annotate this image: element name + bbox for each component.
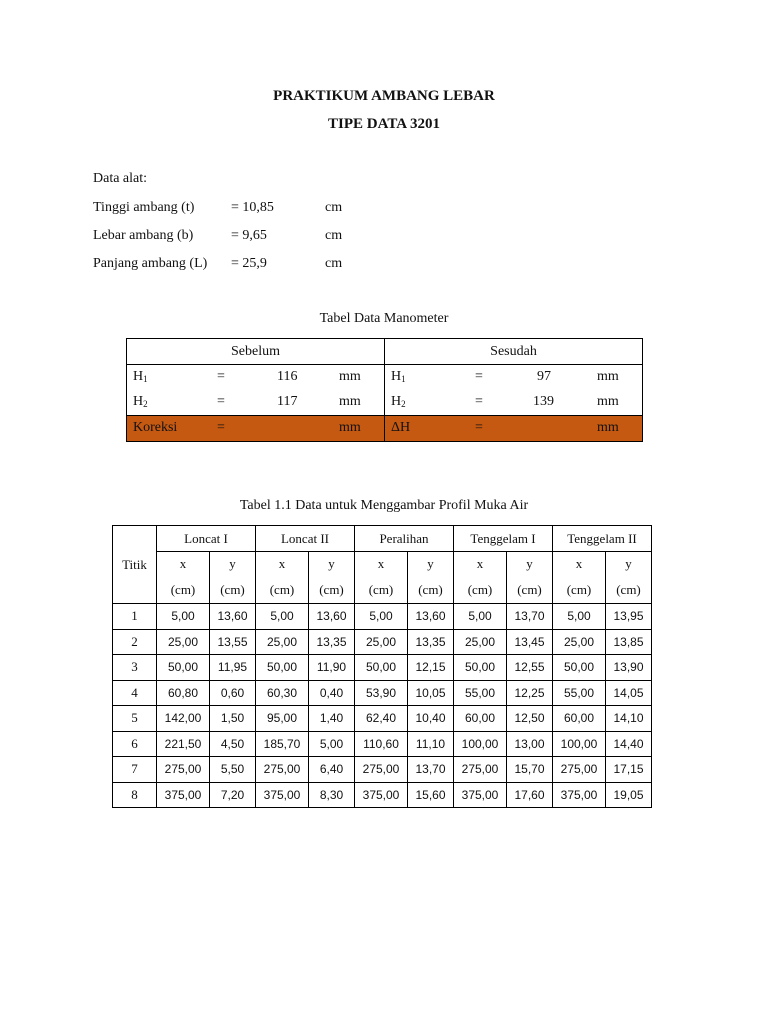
unit-header: (cm) (309, 576, 355, 604)
y-value-cell: 1,50 (210, 706, 256, 732)
x-header: x (256, 552, 309, 577)
x-value-cell: 25,00 (454, 629, 507, 655)
profile-caption: Tabel 1.1 Data untuk Menggambar Profil Muka Air (239, 498, 529, 513)
unit-header: (cm) (408, 576, 454, 604)
unit-header: (cm) (507, 576, 553, 604)
y-value-cell: 13,95 (606, 604, 652, 630)
after-h2-cell (385, 390, 643, 416)
y-header: y (309, 552, 355, 577)
page-subtitle: TIPE DATA 3201 (328, 116, 440, 132)
titik-cell: 2 (113, 629, 157, 655)
titik-cell: 5 (113, 706, 157, 732)
x-header: x (157, 552, 210, 577)
table-row (113, 604, 652, 630)
data-alat-label: Panjang ambang (L) (93, 256, 208, 271)
x-value-cell: 100,00 (454, 731, 507, 757)
titik-header: Titik (113, 526, 157, 604)
x-value-cell: 95,00 (256, 706, 309, 732)
before-h2-eq: = (217, 394, 225, 409)
group-header: Tenggelam II (553, 526, 652, 552)
after-h1-cell (385, 365, 643, 391)
y-value-cell: 13,60 (408, 604, 454, 630)
unit-header: (cm) (553, 576, 606, 604)
y-value-cell: 13,70 (408, 757, 454, 783)
x-value-cell: 5,00 (454, 604, 507, 630)
table-row (113, 655, 652, 681)
before-h1-cell (127, 365, 385, 391)
koreksi-unit: mm (339, 420, 361, 435)
x-value-cell: 50,00 (553, 655, 606, 681)
x-value-cell: 375,00 (157, 782, 210, 808)
y-value-cell: 12,25 (507, 680, 553, 706)
page-title: PRAKTIKUM AMBANG LEBAR (273, 88, 495, 104)
y-value-cell: 13,55 (210, 629, 256, 655)
unit-header: (cm) (454, 576, 507, 604)
y-value-cell: 10,40 (408, 706, 454, 732)
x-value-cell: 25,00 (256, 629, 309, 655)
y-value-cell: 12,55 (507, 655, 553, 681)
y-value-cell: 14,10 (606, 706, 652, 732)
y-value-cell: 8,30 (309, 782, 355, 808)
titik-cell: 8 (113, 782, 157, 808)
x-value-cell: 60,00 (553, 706, 606, 732)
after-h1-label: $H_1$ (391, 369, 406, 384)
x-value-cell: 275,00 (157, 757, 210, 783)
x-value-cell: 275,00 (553, 757, 606, 783)
profile-table-body (113, 604, 652, 808)
y-value-cell: 17,60 (507, 782, 553, 808)
y-value-cell: 13,00 (507, 731, 553, 757)
y-value-cell: 13,90 (606, 655, 652, 681)
after-header: Sesudah (385, 339, 643, 365)
x-value-cell: 62,40 (355, 706, 408, 732)
profile-xy-header-row (113, 552, 652, 577)
y-value-cell: 13,35 (309, 629, 355, 655)
data-alat-unit: cm (325, 256, 343, 271)
x-value-cell: 275,00 (355, 757, 408, 783)
manometer-row-highlight (127, 416, 643, 442)
before-h2-label: $H_2$ (133, 394, 148, 409)
table-row (113, 757, 652, 783)
x-value-cell: 50,00 (157, 655, 210, 681)
y-value-cell: 4,50 (210, 731, 256, 757)
x-value-cell: 5,00 (256, 604, 309, 630)
y-value-cell: 13,60 (309, 604, 355, 630)
before-h2-value: 117 (277, 394, 298, 409)
y-header: y (606, 552, 652, 577)
table-row (113, 629, 652, 655)
data-alat-label: Lebar ambang (b) (93, 228, 194, 243)
y-value-cell: 12,50 (507, 706, 553, 732)
data-alat-value: = 10,85 (231, 200, 274, 215)
profile-table (112, 525, 652, 808)
x-value-cell: 60,30 (256, 680, 309, 706)
titik-cell: 1 (113, 604, 157, 630)
koreksi-label: Koreksi (133, 420, 178, 435)
x-value-cell: 50,00 (454, 655, 507, 681)
x-value-cell: 142,00 (157, 706, 210, 732)
manometer-header-row (127, 339, 643, 365)
x-header: x (355, 552, 408, 577)
y-value-cell: 10,05 (408, 680, 454, 706)
x-value-cell: 375,00 (355, 782, 408, 808)
x-value-cell: 5,00 (157, 604, 210, 630)
x-value-cell: 185,70 (256, 731, 309, 757)
before-header: Sebelum (127, 339, 385, 365)
x-value-cell: 50,00 (355, 655, 408, 681)
unit-header: (cm) (355, 576, 408, 604)
table-row (113, 731, 652, 757)
before-h1-value: 116 (277, 369, 298, 384)
x-value-cell: 375,00 (256, 782, 309, 808)
unit-header: (cm) (606, 576, 652, 604)
x-value-cell: 60,80 (157, 680, 210, 706)
x-value-cell: 25,00 (157, 629, 210, 655)
y-value-cell: 14,05 (606, 680, 652, 706)
y-value-cell: 11,95 (210, 655, 256, 681)
x-value-cell: 110,60 (355, 731, 408, 757)
table-row (113, 706, 652, 732)
y-value-cell: 13,60 (210, 604, 256, 630)
delta-h-eq: = (475, 420, 483, 435)
x-value-cell: 53,90 (355, 680, 408, 706)
y-value-cell: 7,20 (210, 782, 256, 808)
table-row (113, 680, 652, 706)
before-h1-label: $H_1$ (133, 369, 148, 384)
before-h1-eq: = (217, 369, 225, 384)
x-value-cell: 55,00 (553, 680, 606, 706)
after-h2-value: 139 (533, 394, 554, 409)
data-alat-unit: cm (325, 200, 343, 215)
group-header: Peralihan (355, 526, 454, 552)
x-value-cell: 55,00 (454, 680, 507, 706)
before-h2-cell (127, 390, 385, 416)
after-h2-unit: mm (597, 394, 619, 409)
y-value-cell: 5,50 (210, 757, 256, 783)
y-value-cell: 5,00 (309, 731, 355, 757)
data-alat-value: = 25,9 (231, 256, 267, 271)
x-value-cell: 25,00 (553, 629, 606, 655)
x-value-cell: 5,00 (553, 604, 606, 630)
group-header: Loncat II (256, 526, 355, 552)
unit-header: (cm) (256, 576, 309, 604)
delta-h-cell (385, 416, 643, 442)
profile-unit-header-row (113, 576, 652, 604)
koreksi-cell (127, 416, 385, 442)
y-value-cell: 13,85 (606, 629, 652, 655)
titik-cell: 6 (113, 731, 157, 757)
y-value-cell: 14,40 (606, 731, 652, 757)
x-value-cell: 275,00 (454, 757, 507, 783)
x-value-cell: 221,50 (157, 731, 210, 757)
before-h2-unit: mm (339, 394, 361, 409)
x-value-cell: 375,00 (454, 782, 507, 808)
y-header: y (210, 552, 256, 577)
after-h1-unit: mm (597, 369, 619, 384)
y-value-cell: 1,40 (309, 706, 355, 732)
x-value-cell: 100,00 (553, 731, 606, 757)
x-header: x (553, 552, 606, 577)
y-value-cell: 13,45 (507, 629, 553, 655)
data-alat-unit: cm (325, 228, 343, 243)
y-value-cell: 17,15 (606, 757, 652, 783)
titik-cell: 4 (113, 680, 157, 706)
y-header: y (408, 552, 454, 577)
group-header: Loncat I (157, 526, 256, 552)
x-value-cell: 25,00 (355, 629, 408, 655)
before-h1-unit: mm (339, 369, 361, 384)
y-value-cell: 19,05 (606, 782, 652, 808)
profile-group-header-row (113, 526, 652, 552)
unit-header: (cm) (210, 576, 256, 604)
data-alat-value: = 9,65 (231, 228, 267, 243)
x-value-cell: 375,00 (553, 782, 606, 808)
table-row (113, 782, 652, 808)
y-value-cell: 6,40 (309, 757, 355, 783)
data-alat-heading: Data alat: (93, 171, 148, 186)
manometer-table (126, 338, 643, 442)
after-h2-label: $H_2$ (391, 394, 406, 409)
manometer-row-h1 (127, 365, 643, 391)
data-alat-label: Tinggi ambang (t) (93, 200, 195, 215)
y-value-cell: 15,60 (408, 782, 454, 808)
delta-h-unit: mm (597, 420, 619, 435)
titik-cell: 7 (113, 757, 157, 783)
manometer-caption: Tabel Data Manometer (319, 311, 449, 326)
after-h2-eq: = (475, 394, 483, 409)
titik-cell: 3 (113, 655, 157, 681)
y-value-cell: 13,70 (507, 604, 553, 630)
manometer-row-h2 (127, 390, 643, 416)
y-value-cell: 13,35 (408, 629, 454, 655)
y-value-cell: 12,15 (408, 655, 454, 681)
delta-h-label: ΔH (391, 420, 411, 435)
y-value-cell: 15,70 (507, 757, 553, 783)
koreksi-eq: = (217, 420, 225, 435)
after-h1-value: 97 (537, 369, 551, 384)
y-value-cell: 11,10 (408, 731, 454, 757)
x-value-cell: 50,00 (256, 655, 309, 681)
after-h1-eq: = (475, 369, 483, 384)
y-header: y (507, 552, 553, 577)
x-value-cell: 275,00 (256, 757, 309, 783)
x-value-cell: 5,00 (355, 604, 408, 630)
y-value-cell: 0,40 (309, 680, 355, 706)
x-value-cell: 60,00 (454, 706, 507, 732)
y-value-cell: 0,60 (210, 680, 256, 706)
unit-header: (cm) (157, 576, 210, 604)
x-header: x (454, 552, 507, 577)
group-header: Tenggelam I (454, 526, 553, 552)
y-value-cell: 11,90 (309, 655, 355, 681)
